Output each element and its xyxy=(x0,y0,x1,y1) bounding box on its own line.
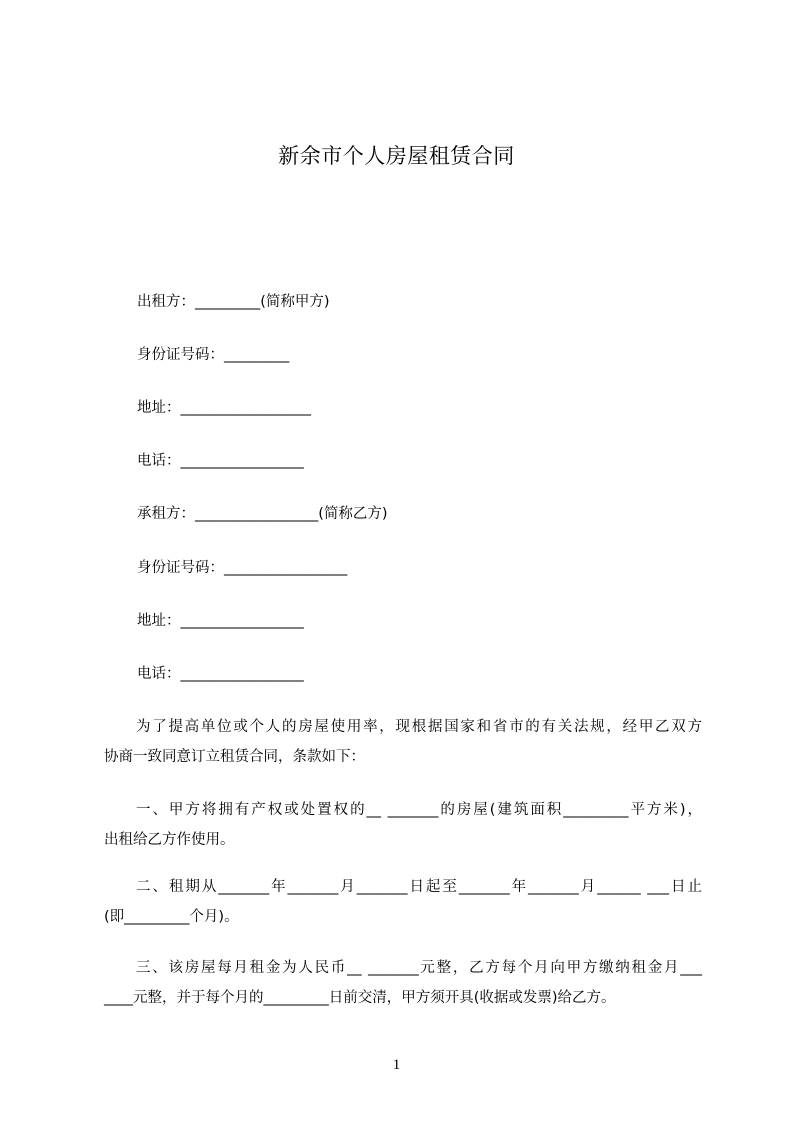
clause-line: 二、租期从_______年_______月_______日起至_______年_______月______ ___日止 xyxy=(136,879,702,895)
clause-2-paragraph xyxy=(104,872,702,932)
clause-1-paragraph xyxy=(104,795,702,855)
lessee-id-field: 身份证号码：_________________ xyxy=(137,560,348,576)
preamble-line: 为了提高单位或个人的房屋使用率，现根据国家和省市的有关法规，经甲乙双方 xyxy=(136,719,702,735)
lessee-name-field: 承租方：_________________(简称乙方) xyxy=(137,506,388,522)
clause-line: ____元整，并于每个月的_________日前交清，甲方须开具(收据或发票)给乙方。 xyxy=(104,990,616,1006)
clause-line: 出租给乙方作使用。 xyxy=(104,832,235,848)
clause-3-paragraph xyxy=(104,953,702,1013)
preamble-line: 协商一致同意订立租赁合同，条款如下： xyxy=(104,749,365,765)
lessor-phone-field: 电话：_________________ xyxy=(137,453,304,469)
clause-line: (即_________个月)。 xyxy=(104,909,239,925)
page-number: 1 xyxy=(392,1057,401,1073)
lessee-phone-field: 电话：_________________ xyxy=(137,666,304,682)
clause-line: 三、该房屋每月租金为人民币__ _______元整，乙方每个月向甲方缴纳租金月___ xyxy=(136,960,702,976)
lessee-address-field: 地址：_________________ xyxy=(137,613,304,629)
lessor-id-field: 身份证号码：_________ xyxy=(137,347,290,363)
document-title: 新余市个人房屋租赁合同 xyxy=(278,144,515,168)
clause-line: 一、甲方将拥有产权或处置权的__ _______的房屋(建筑面积_________平方米)， xyxy=(136,802,702,818)
preamble-paragraph xyxy=(104,712,702,772)
lessor-address-field: 地址：__________________ xyxy=(137,400,311,416)
lessor-name-field: 出租方：_________(简称甲方) xyxy=(137,294,330,310)
